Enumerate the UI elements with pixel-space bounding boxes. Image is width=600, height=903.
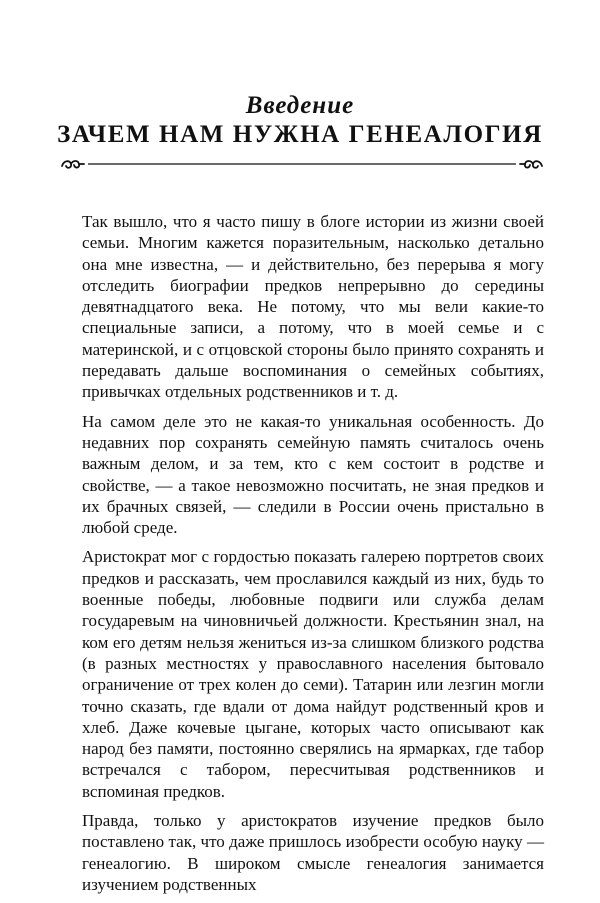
paragraph-1: Так вышло, что я часто пишу в блоге истории из жизни своей семьи. Многим кажется поразительным, насколько детально она мне известна, — и действительно, без перерыва я могу отследить биографии предков непрерывно до середины девятнадцатого века. Не потому, что мы вели какие-то специальные записи, а потому, что в моей семье и с материнской, и с отцовской стороны было принято сохранять и передавать дальше воспоминания о семейных событиях, привычках отдельных родственников и т. д. <box>82 212 544 402</box>
body-text <box>82 211 544 903</box>
paragraph-2: На самом деле это не какая-то уникальная особенность. До недавних пор сохранять семейную память считалось очень важным делом, и за тем, кто с кем состоит в родстве и свойстве, — а такое невозможно посчитать, не зная предков и их брачных связей, — следили в России очень пристально в любой среде. <box>82 411 544 538</box>
ornament-divider <box>60 152 544 174</box>
chapter-title: ЗАЧЕМ НАМ НУЖНА ГЕНЕАЛОГИЯ <box>57 121 543 148</box>
paragraph-3: Аристократ мог с гордостью показать галерею портретов своих предков и рассказать, чем прославился каждый из них, будь то военные победы, любовные подвиги или служба делам государевым на чиновничьей должности. Крестьянин знал, на ком его детям нельзя жениться из-за слишком близкого родства (в разных местностях у православного населения бытовало ограничение от трех колен до семи). Татарин или лезгин могли точно сказать, где вдали от дома найдут родственный кров и хлеб. Даже кочевые цыгане, которых часто описывают как народ без памяти, постоянно сверялись на ярмарках, где табор встречался с табором, пересчитывая родственников и вспоминая предков. <box>82 547 544 801</box>
fleuron-left-icon <box>62 161 84 168</box>
ornament-svg <box>60 152 544 174</box>
fleuron-right-icon <box>520 161 542 168</box>
chapter-subtitle: Введение <box>245 92 355 119</box>
paragraph-4: Правда, только у аристократов изучение предков было поставлено так, что даже пришлось изобрести особую науку — генеалогию. В широком смысле генеалогия занимается изучением родственных <box>82 811 544 894</box>
